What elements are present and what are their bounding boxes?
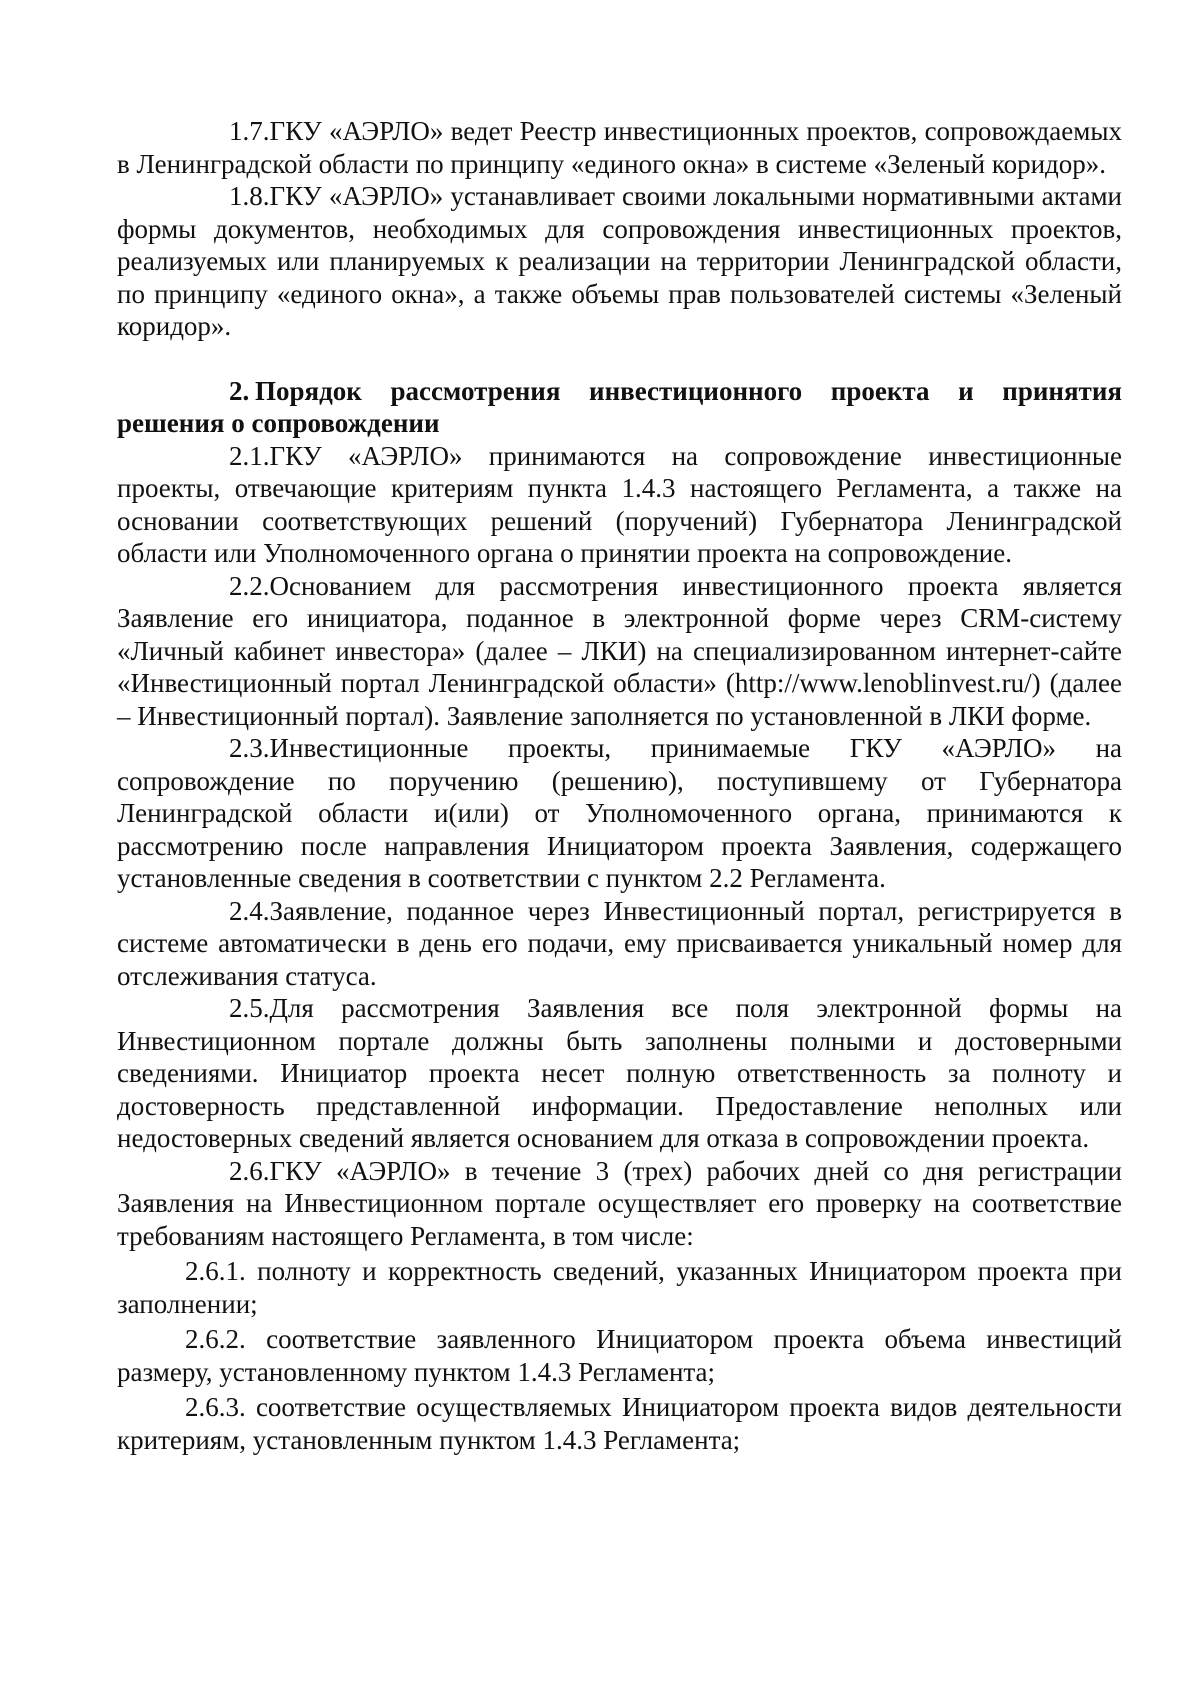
section-heading xyxy=(117,375,1122,440)
paragraph-text: ГКУ «АЭРЛО» принимаются на сопровождение инвестиционные проекты, отвечающие критериям пункта 1.4.3 настоящего Регламента, а также на основании соответствующих решений (поручений) Губернатора Ленинградской области или Уполномоченного органа о принятии проекта на сопровождение. xyxy=(117,440,1122,568)
paragraph-number: 1.7. xyxy=(229,116,270,146)
paragraph-number: 2.2. xyxy=(229,570,270,601)
subparagraph-2-6-3 xyxy=(117,1391,1122,1456)
subparagraph-text: соответствие осуществляемых Инициатором проекта видов деятельности критериям, установленным пунктом 1.4.3 Регламента; xyxy=(117,1392,1123,1455)
subparagraph-2-6-2 xyxy=(117,1323,1122,1388)
paragraph-2-1 xyxy=(117,440,1122,570)
paragraph-number: 2.5. xyxy=(229,993,270,1023)
subparagraph-text: полноту и корректность сведений, указанных Инициатором проекта при заполнении; xyxy=(117,1256,1123,1319)
paragraph-2-3 xyxy=(117,732,1122,895)
subparagraph-number: 2.6.2. xyxy=(185,1324,246,1354)
paragraph-1-8 xyxy=(117,180,1122,343)
section-number: 2. xyxy=(229,375,250,406)
paragraph-number: 2.6. xyxy=(229,1155,270,1186)
document-page xyxy=(117,115,1122,1456)
paragraph-text: ГКУ «АЭРЛО» в течение 3 (трех) рабочих дней со дня регистрации Заявления на Инвестиционном портале осуществляет его проверку на соответствие требованиям настоящего Регламента, в том числе: xyxy=(117,1155,1122,1251)
paragraph-number: 2.1. xyxy=(229,440,270,471)
section-title: Порядок рассмотрения инвестиционного проекта и принятия решения о сопровождении xyxy=(117,375,1122,438)
paragraph-2-4 xyxy=(117,895,1122,993)
paragraph-2-6 xyxy=(117,1155,1122,1253)
paragraph-number: 2.4. xyxy=(229,895,270,926)
paragraph-text: Инвестиционные проекты, принимаемые ГКУ «АЭРЛО» на сопровождение по поручению (решению), поступившему от Губернатора Ленинградской области и(или) от Уполномоченного органа, принимаются к рассмотрению после направления Инициатором проекта Заявления, содержащего установленные сведения в соответствии с пунктом 2.2 Регламента. xyxy=(117,733,1122,893)
paragraph-number: 1.8. xyxy=(229,181,270,211)
paragraph-number: 2.3. xyxy=(229,733,270,763)
paragraph-2-2 xyxy=(117,570,1122,733)
paragraph-text: Основанием для рассмотрения инвестиционного проекта является Заявление его инициатора, поданное в электронной форме через CRM-систему «Личный кабинет инвестора» (далее – ЛКИ) на специализированном интернет-сайте «Инвестиционный портал Ленинградской области» (http://www.lenoblinvest.ru/) (далее – Инвестиционный портал). Заявление заполняется по установленной в ЛКИ форме. xyxy=(117,570,1122,731)
subparagraph-number: 2.6.1. xyxy=(185,1256,246,1286)
paragraph-text: ГКУ «АЭРЛО» ведет Реестр инвестиционных проектов, сопровождаемых в Ленинградской области по принципу «единого окна» в системе «Зеленый коридор». xyxy=(117,116,1122,179)
paragraph-2-5 xyxy=(117,992,1122,1155)
paragraph-text: Заявление, поданное через Инвестиционный портал, регистрируется в системе автоматически в день его подачи, ему присваивается уникальный номер для отслеживания статуса. xyxy=(117,895,1122,991)
subparagraph-2-6-1 xyxy=(117,1255,1122,1320)
subparagraph-text: соответствие заявленного Инициатором проекта объема инвестиций размеру, установленному пунктом 1.4.3 Регламента; xyxy=(117,1324,1123,1387)
paragraph-text: ГКУ «АЭРЛО» устанавливает своими локальными нормативными актами формы документов, необходимых для сопровождения инвестиционных проектов, реализуемых или планируемых к реализации на территории Ленинградской области, по принципу «единого окна», а также объемы прав пользователей системы «Зеленый коридор». xyxy=(117,181,1122,341)
paragraph-text: Для рассмотрения Заявления все поля электронной формы на Инвестиционном портале должны быть заполнены полными и достоверными сведениями. Инициатор проекта несет полную ответственность за полноту и достоверность представленной информации. Предоставление неполных или недостоверных сведений является основанием для отказа в сопровождении проекта. xyxy=(117,993,1122,1153)
paragraph-1-7 xyxy=(117,115,1122,180)
subparagraph-number: 2.6.3. xyxy=(185,1392,246,1422)
